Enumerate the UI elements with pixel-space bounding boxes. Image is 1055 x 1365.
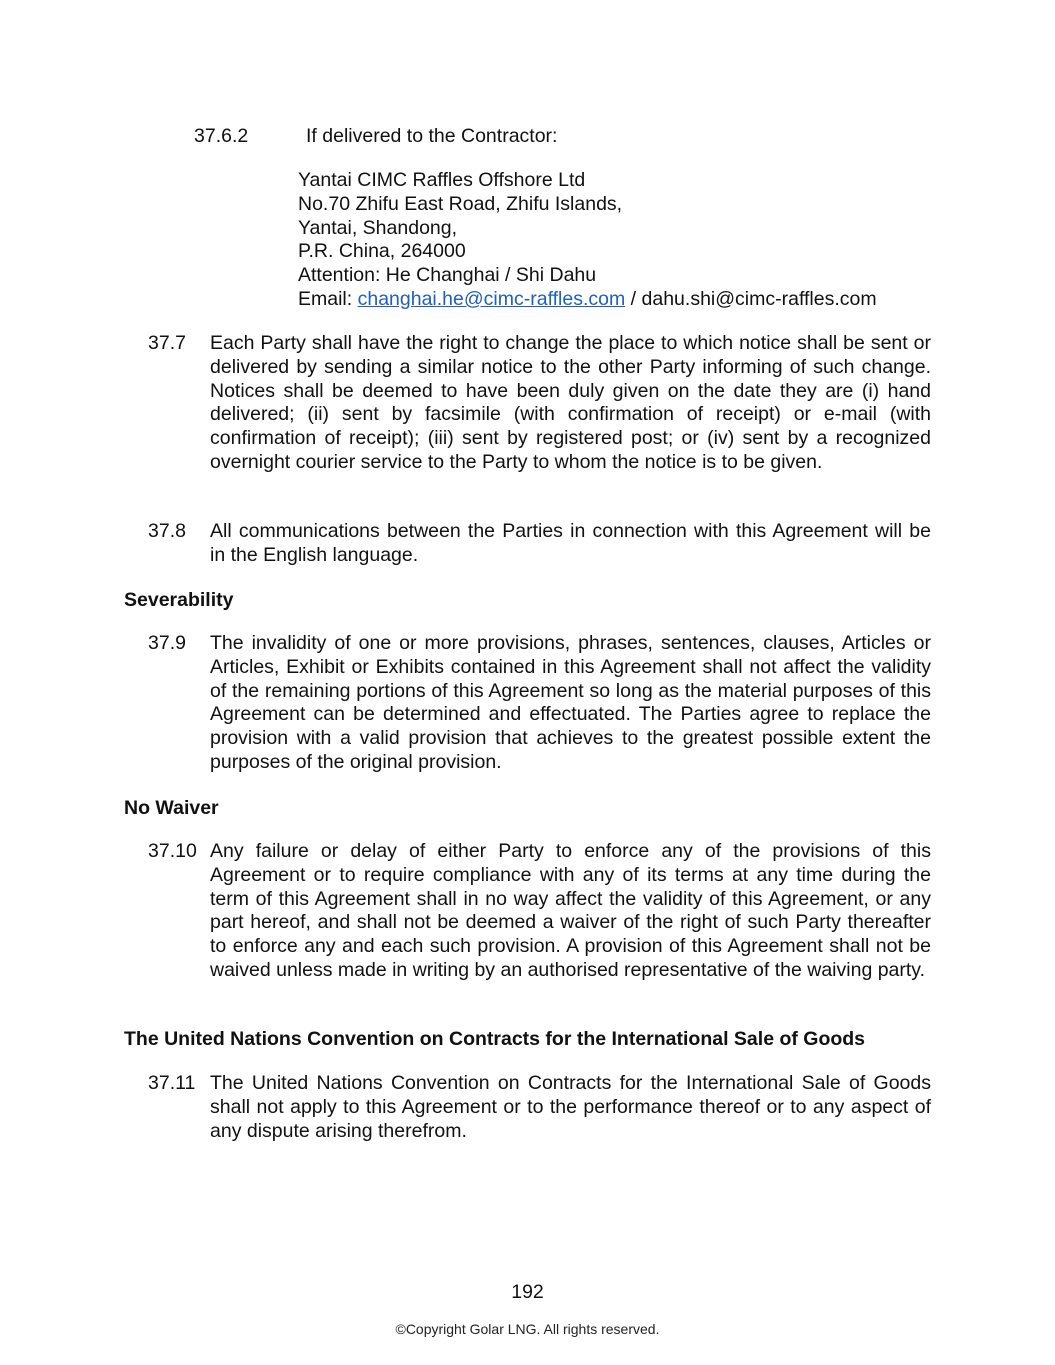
- clause-37-7: [148, 332, 931, 475]
- clause-number: 37.6.2: [194, 125, 249, 147]
- email-label: Email:: [298, 287, 353, 310]
- heading-no-waiver: No Waiver: [124, 797, 219, 819]
- clause-number: 37.7: [148, 332, 186, 354]
- clause-text: The United Nations Convention on Contracts for the International Sale of Goods shall not apply to this Agreement or to the performance thereof or to any aspect of any dispute arising therefrom.: [210, 1072, 931, 1142]
- clause-37-8: [148, 520, 931, 568]
- email-separator: /: [630, 287, 637, 310]
- address-line: No.70 Zhifu East Road, Zhifu Islands,: [298, 192, 623, 215]
- clause-text: The invalidity of one or more provisions, phrases, sentences, clauses, Articles or Articles, Exhibit or Exhibits contained in this Agreement shall not affect the validity of the remaining portions of this Agreement so long as the material purposes of this Agreement can be determined and effectuated. The Parties agree to replace the provision with a valid provision that achieves to the greatest possible extent the purposes of the original provision.: [210, 632, 931, 773]
- address-line: Attention: He Changhai / Shi Dahu: [298, 264, 597, 287]
- clause-text: All communications between the Parties in connection with this Agreement will be in the English language.: [210, 520, 931, 566]
- clause-number: 37.11: [148, 1072, 196, 1094]
- email-line: [298, 288, 877, 312]
- address-line: P.R. China, 264000: [298, 240, 466, 263]
- contractor-address-block: [298, 169, 877, 312]
- clause-text: Each Party shall have the right to change the place to which notice shall be sent or delivered by sending a similar notice to the other Party informing of such change. Notices shall be deemed to have been duly given on the date they are (i) hand delivered; (ii) sent by facsimile (with confirmation of receipt) or e-mail (with confirmation of receipt); (iii) sent by registered post; or (iv) sent by a recognized overnight courier service to the Party to whom the notice is to be given.: [210, 332, 931, 473]
- clause-number: 37.9: [148, 632, 186, 654]
- clause-37-9: [148, 632, 931, 775]
- address-line: Yantai, Shandong,: [298, 216, 458, 239]
- email-link[interactable]: changhai.he@cimc-raffles.com: [357, 287, 626, 310]
- clause-number: 37.8: [148, 520, 186, 542]
- clause-37-11: [148, 1072, 931, 1143]
- copyright-notice: ©Copyright Golar LNG. All rights reserved.: [395, 1321, 660, 1337]
- clause-title: If delivered to the Contractor:: [306, 125, 558, 147]
- clause-number: 37.10: [148, 840, 197, 862]
- heading-severability: Severability: [124, 589, 234, 611]
- clause-37-10: [148, 840, 931, 983]
- clause-text: Any failure or delay of either Party to enforce any of the provisions of this Agreement or to require compliance with any of its terms at any time during the term of this Agreement shall in no way affect the validity of this Agreement, or any part hereof, and shall not be deemed a waiver of the right of such Party thereafter to enforce any and each such provision. A provision of this Agreement shall not be waived unless made in writing by an authorised representative of the waiving party.: [210, 840, 931, 981]
- heading-cisg: The United Nations Convention on Contracts for the International Sale of Goods: [124, 1028, 866, 1050]
- address-line: Yantai CIMC Raffles Offshore Ltd: [298, 169, 586, 191]
- page-number: 192: [511, 1281, 544, 1303]
- email-address: dahu.shi@cimc-raffles.com: [641, 287, 877, 310]
